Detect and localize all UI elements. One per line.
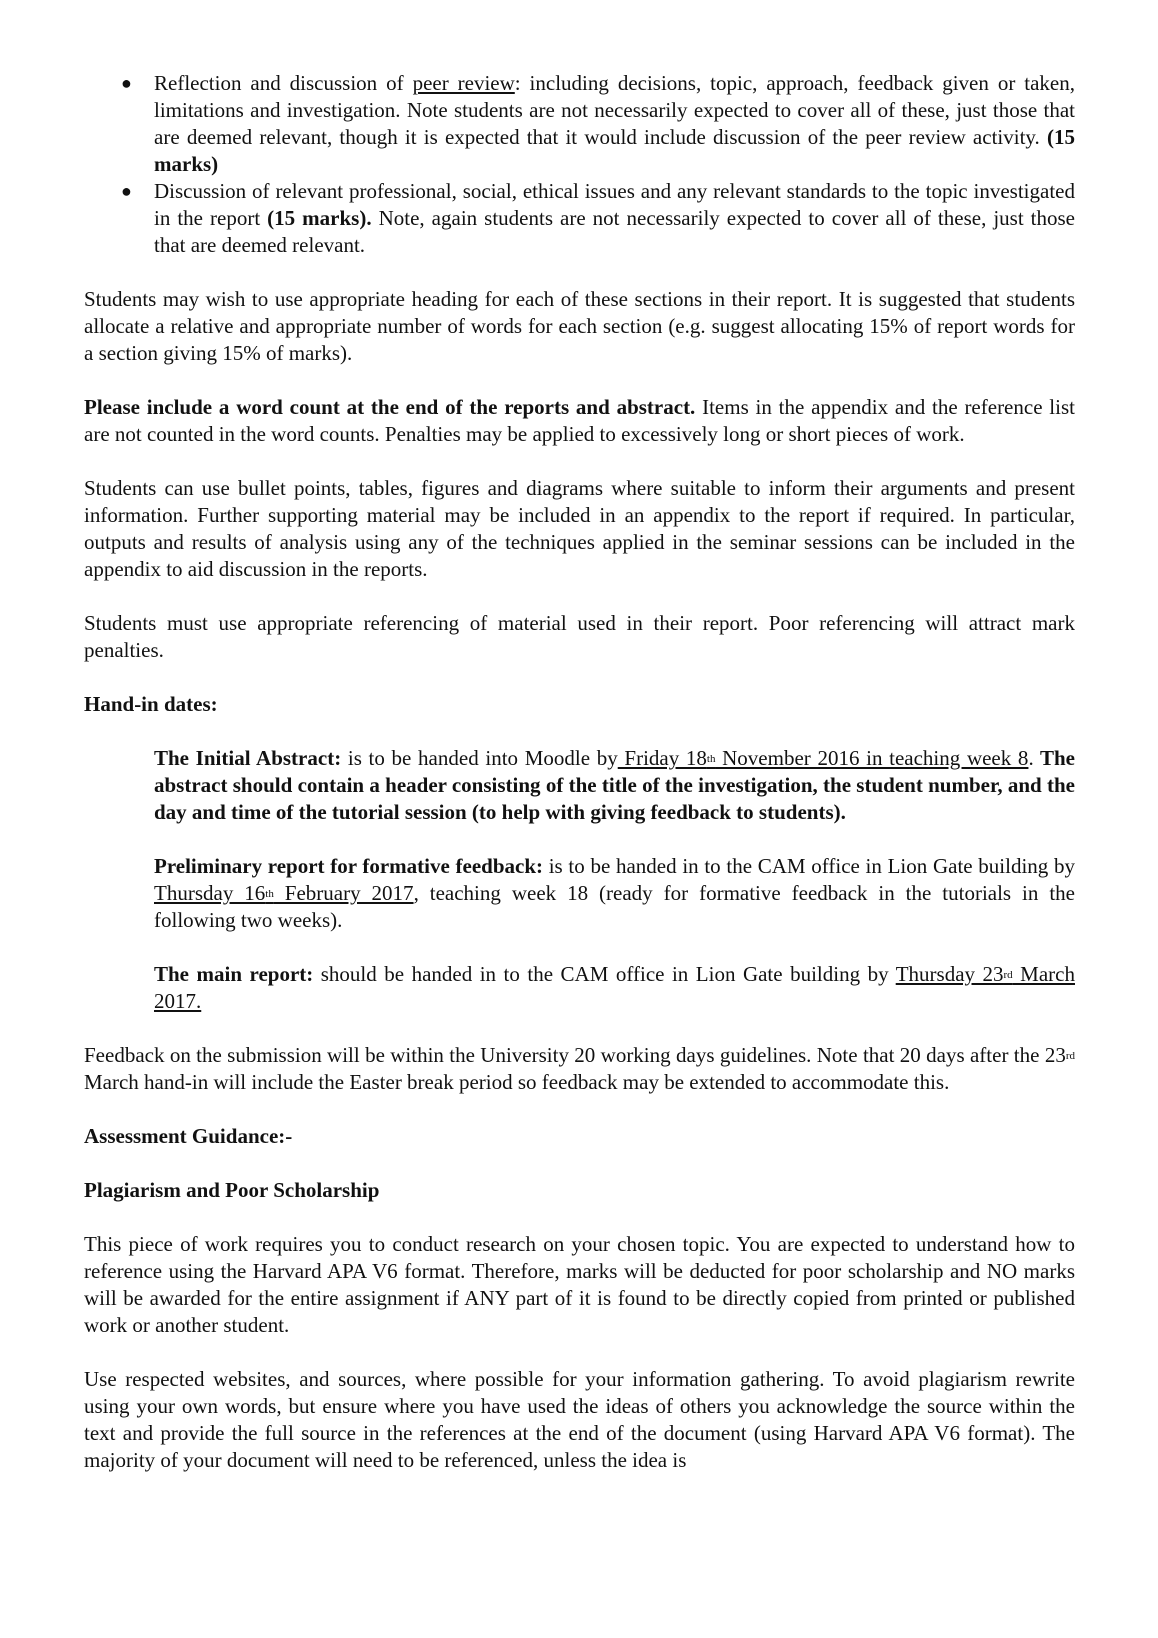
bullet-icon: ● <box>121 73 132 93</box>
bullet-icon: ● <box>121 181 132 201</box>
marking-criteria-list <box>84 70 1075 259</box>
feedback-paragraph: Feedback on the submission will be within the University 20 working days guidelines. Note that 20 days after the 23rd March hand-in will include the Easter break period so feedback may be extended to accommodate this. <box>84 1043 1075 1094</box>
peer-review-link: peer review <box>412 71 515 95</box>
plagiarism-heading: Plagiarism and Poor Scholarship <box>84 1178 380 1202</box>
list-item: ● Reflection and discussion of peer review: including decisions, topic, approach, feedback given or taken, limitations and investigation. Note students are not necessarily expected to cover all of these, just those that are deemed relevant, though it is expected that it would include discussion of the peer review activity. (15 marks) <box>121 71 1075 176</box>
preliminary-due-date: Thursday 16th February 2017 <box>154 881 414 905</box>
headings-paragraph: Students may wish to use appropriate heading for each of these sections in their report. It is suggested that students allocate a relative and appropriate number of words for each section (e.g. suggest allocating 15% of report words for a section giving 15% of marks). <box>84 287 1075 365</box>
document-page <box>84 70 1075 1474</box>
research-paragraph: This piece of work requires you to conduct research on your chosen topic. You are expected to understand how to reference using the Harvard APA V6 format. Therefore, marks will be deducted for poor scholarship and NO marks will be awarded for the entire assignment if ANY part of it is found to be directly copied from printed or published work or another student. <box>84 1232 1075 1337</box>
main-report-paragraph: The main report: should be handed in to the CAM office in Lion Gate building by Thursday 23rd March 2017. <box>154 962 1075 1013</box>
referencing-paragraph: Students must use appropriate referencing of material used in their report. Poor referencing will attract mark penalties. <box>84 611 1075 662</box>
sources-paragraph: Use respected websites, and sources, where possible for your information gathering. To avoid plagiarism rewrite using your own words, but ensure where you have used the ideas of others you acknowledge the source within the text and provide the full source in the references at the end of the document (using Harvard APA V6 format). The majority of your document will need to be referenced, unless the idea is <box>84 1367 1075 1472</box>
preliminary-report-paragraph: Preliminary report for formative feedback: is to be handed in to the CAM office in Lion Gate building by Thursday 16th February 2017, teaching week 18 (ready for formative feedback in the tutorials in the following two weeks). <box>154 854 1076 932</box>
assessment-guidance-heading: Assessment Guidance:- <box>84 1124 293 1148</box>
supporting-material-paragraph: Students can use bullet points, tables, figures and diagrams where suitable to inform their arguments and present information. Further supporting material may be included in an appendix to the report if required. In particular, outputs and results of analysis using any of the techniques applied in the seminar sessions can be included in the appendix to aid discussion in the reports. <box>84 476 1075 581</box>
word-count-paragraph: Please include a word count at the end of the reports and abstract. Items in the appendix and the reference list are not counted in the word counts. Penalties may be applied to excessively long or short pieces of work. <box>84 395 1075 446</box>
list-item: ● Discussion of relevant professional, social, ethical issues and any relevant standards to the topic investigated in the report (15 marks). Note, again students are not necessarily expected to cover all of these, just those that are deemed relevant. <box>121 179 1076 257</box>
main-report-due-date: Thursday 23rd March 2017. <box>154 962 1075 1013</box>
marks-label: (15 marks). <box>267 206 372 230</box>
marks-label: (15 marks) <box>154 125 1075 176</box>
hand-in-dates-heading: Hand-in dates: <box>84 692 218 716</box>
initial-abstract-paragraph: The Initial Abstract: is to be handed into Moodle by Friday 18th November 2016 in teaching week 8. The abstract should contain a header consisting of the title of the investigation, the student number, and the day and time of the tutorial session (to help with giving feedback to students). <box>154 746 1075 824</box>
abstract-due-date: Friday 18th November 2016 in teaching week 8 <box>617 746 1029 770</box>
